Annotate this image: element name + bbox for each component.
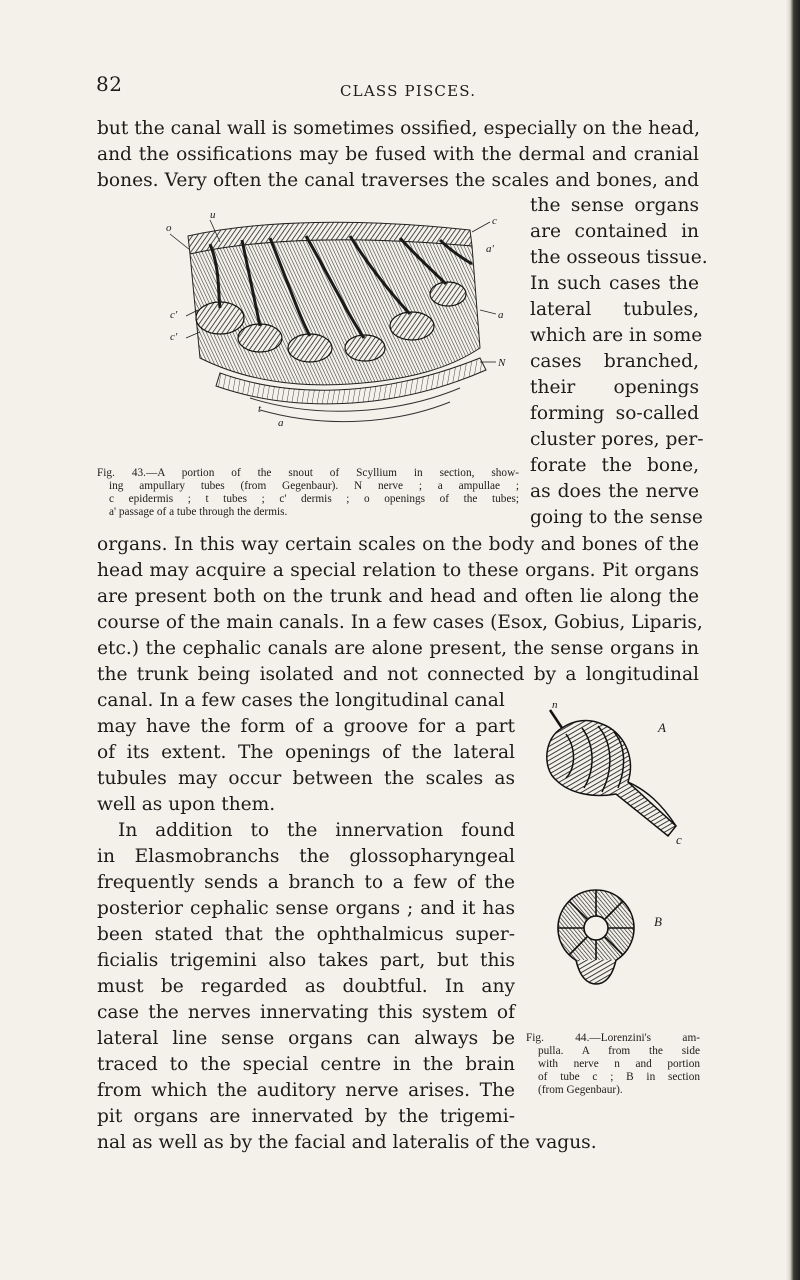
fig44-caption-line: Fig. 44.—Lorenzini's am- [526, 1032, 700, 1044]
figure-44 [536, 698, 686, 1028]
fig44-caption-line: (from Gegenbaur). [538, 1084, 623, 1096]
text-line: nal as well as by the facial and lateralis of the vagus. [97, 1132, 597, 1153]
fig43-label-u: u [210, 209, 216, 221]
fig44-caption-line: pulla. A from the side [538, 1045, 700, 1057]
text-line: organs. In this way certain scales on the body and bones of the [97, 534, 699, 555]
text-line: may have the form of a groove for a part [97, 716, 515, 737]
text-line: from which the auditory nerve arises. The [97, 1080, 515, 1101]
text-line: must be regarded as doubtful. In any [97, 976, 515, 997]
text-line: tubules may occur between the scales as [97, 768, 515, 789]
text-line: as does the nerve [530, 481, 699, 502]
text-line: are present both on the trunk and head and often lie along the [97, 586, 699, 607]
text-line: the osseous tissue. [530, 247, 708, 268]
text-line: the trunk being isolated and not connected by a longitudinal [97, 664, 699, 685]
text-line: in Elasmobranchs the glossopharyngeal [97, 846, 515, 867]
text-line: lateral tubules, [530, 299, 699, 320]
text-line: forate the bone, [530, 455, 699, 476]
fig43-caption-line: Fig. 43.—A portion of the snout of Scyllium in section, show- [97, 467, 519, 479]
figure-43-drawing [150, 198, 520, 436]
text-line: been stated that the ophthalmicus super- [97, 924, 515, 945]
fig43-caption-line: c epidermis ; t tubes ; c' dermis ; o openings of the tubes; [109, 493, 519, 505]
text-line: ficialis trigemini also takes part, but this [97, 950, 515, 971]
running-head: CLASS PISCES. [340, 82, 477, 100]
fig43-label-c: c [492, 215, 497, 227]
fig44-label-B: B [654, 914, 662, 929]
fig44-caption-line: of tube c ; B in section [538, 1071, 700, 1083]
fig43-label-a-bottom: a [278, 417, 284, 429]
fig43-label-t: t [258, 403, 262, 415]
text-line: pit organs are innervated by the trigemi- [97, 1106, 515, 1127]
text-line: but the canal wall is sometimes ossified, especially on the head, [97, 118, 700, 139]
text-line: lateral line sense organs can always be [97, 1028, 515, 1049]
text-line: of its extent. The openings of the lateral [97, 742, 515, 763]
fig43-label-c-prime-2: c' [170, 331, 178, 343]
text-line: and the ossifications may be fused with the dermal and cranial [97, 144, 699, 165]
fig43-caption-line: ing ampullary tubes (from Gegenbaur). N nerve ; a ampullae ; [109, 480, 519, 492]
figure-44-drawing [536, 698, 686, 1028]
text-line: etc.) the cephalic canals are alone present, the sense organs in [97, 638, 699, 659]
text-line: case the nerves innervating this system of [97, 1002, 515, 1023]
text-line: head may acquire a special relation to these organs. Pit organs [97, 560, 699, 581]
text-line: posterior cephalic sense organs ; and it has [97, 898, 515, 919]
text-line: bones. Very often the canal traverses the scales and bones, and [97, 170, 699, 191]
text-line: cluster pores, per- [530, 429, 704, 450]
text-line: canal. In a few cases the longitudinal canal [97, 690, 505, 711]
fig43-caption-line: a' passage of a tube through the dermis. [109, 506, 288, 518]
fig44-caption-line: with nerve n and portion [538, 1058, 700, 1070]
fig44-label-A: A [658, 720, 666, 735]
text-line: course of the main canals. In a few cases (Esox, Gobius, Liparis, [97, 612, 703, 633]
text-line: going to the sense [530, 507, 703, 528]
figure-43 [150, 198, 520, 436]
text-line: In such cases the [530, 273, 699, 294]
fig43-label-c-prime-1: c' [170, 309, 178, 321]
fig44-label-c: c [676, 832, 682, 847]
fig43-label-a-prime: a' [486, 243, 494, 255]
text-line: In addition to the innervation found [118, 820, 515, 841]
page-number: 82 [96, 72, 123, 96]
page-edge [786, 0, 800, 1280]
text-line: forming so-called [530, 403, 699, 424]
fig43-label-a: a [498, 309, 504, 321]
fig43-label-o: o [166, 222, 172, 234]
text-line: which are in some [530, 325, 703, 346]
text-line: well as upon them. [97, 794, 276, 815]
text-line: are contained in [530, 221, 699, 242]
text-line: traced to the special centre in the brain [97, 1054, 515, 1075]
fig43-label-N: N [498, 357, 506, 369]
fig44-label-n: n [552, 699, 558, 711]
text-line: cases branched, [530, 351, 699, 372]
text-line: the sense organs [530, 195, 699, 216]
text-line: their openings [530, 377, 699, 398]
text-line: frequently sends a branch to a few of the [97, 872, 515, 893]
